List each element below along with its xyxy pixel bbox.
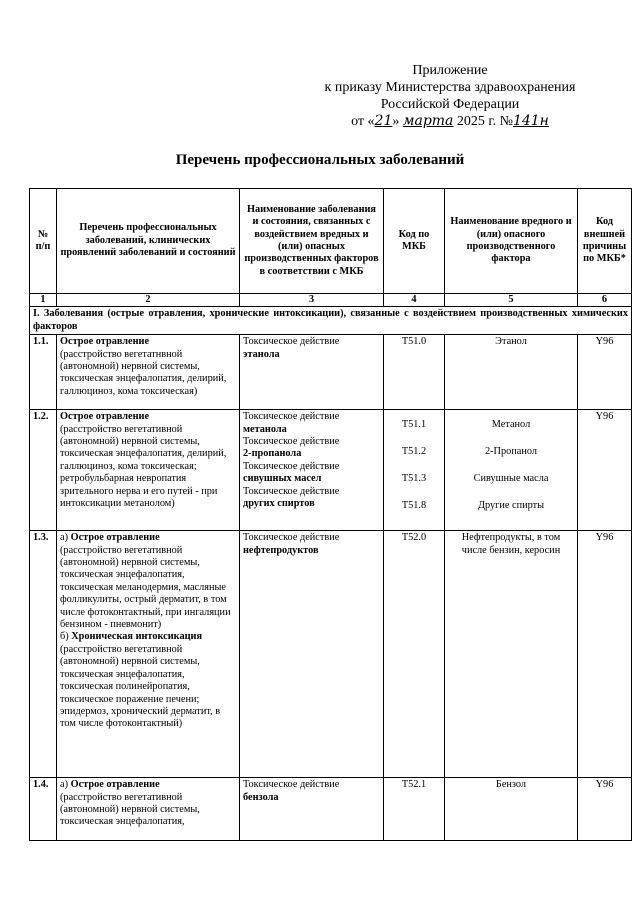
page-title: Перечень профессиональных заболеваний	[175, 152, 465, 168]
disease-title: Острое отравление	[60, 336, 150, 348]
header-cell-external-code: Код внешней причины по МКБ*	[578, 189, 632, 294]
column-number: 5	[445, 294, 578, 307]
column-number: 2	[57, 294, 240, 307]
icd-code-cell: Т52.0	[384, 531, 445, 778]
row-number: 1.2.	[30, 410, 57, 531]
disease-description: (расстройство вегетативной (автономной) нервной системы, токсическая энцефалопатия,	[60, 791, 200, 828]
header-cell-factor: Наименование вредного и (или) опасного производственного фактора	[445, 189, 578, 294]
section-row	[30, 307, 632, 335]
handwritten-day: 21	[374, 113, 393, 129]
factor-cell: Нефтепродукты, в том числе бензин, керосин	[445, 531, 578, 778]
disease-description: (расстройство вегетативной (автономной) нервной системы, токсическая энцефалопатия, делирий, галлюциноз, кома токсическая; ретробульбарная невропатия зрительного нерва и его путей - при интоксикации метанолом)	[60, 423, 227, 510]
column-number: 1	[30, 294, 57, 307]
country-label: Российской Федерации	[380, 97, 520, 112]
disease-description: (расстройство вегетатнвной (автономной) нервной системы, токсическая энцефалопатия, делирий, галлюциноз, кома токсическая)	[60, 348, 227, 397]
header-cell-icd-name: Наименование заболевания и состояния, связанных с воздействием вредных и (или) опасных производственных факторов в соответствии с МКБ	[240, 189, 384, 294]
disease-title-b: Хроническая интоксикация	[71, 631, 203, 643]
factor-cell: Метанол 2-Пропанол Сивушные масла Другие спирты	[445, 410, 578, 531]
external-code-cell: Y96	[578, 335, 632, 410]
disease-cell	[57, 410, 240, 531]
column-number: 3	[240, 294, 384, 307]
order-reference: к приказу Министерства здравоохранения	[324, 80, 576, 95]
icd-name-cell: Токсическое действие бензола	[240, 778, 384, 841]
column-number: 4	[384, 294, 445, 307]
row-number: 1.4.	[30, 778, 57, 841]
order-date-line: от «21» марта 2025 г. №141н	[351, 113, 549, 129]
column-number-row	[30, 294, 632, 307]
column-number: 6	[578, 294, 632, 307]
header-cell-diseases: Перечень профессиональных заболеваний, клинических проявлений заболеваний и состояний	[57, 189, 240, 294]
disease-description-b: (расстройство вегетативной (автономной) нервной системы, токсическая энцефалопатия, токсическая полинейропатия, токсическое поражение печени; эпидермоз, хронический дерматит, в том числе фотоконтактный)	[60, 643, 221, 730]
disease-cell: а) Острое отравление (расстройство вегетативной (автономной) нервной системы, токсическая энцефалопатия, токсическая меланодермия, масляные фолликулиты, острый дерматит, в том числе фотоконтактный, при ингаляции бензином - пневмонит) б) Хроническая интоксикация (расстройство вегетативной (автономной) нервной системы, токсическая энцефалопатия, токсическая полинейропатия, токсическое поражение печени; эпидермоз, хронический дерматит, в том числе фотоконтактный)	[57, 531, 240, 778]
icd-name-cell: Токсическое действие этанола	[240, 335, 384, 410]
disease-description: (расстройство вегетативной (автономной) нервной системы, токсическая энцефалопатия, токсическая меланодермия, масляные фолликулиты, острый дерматит, в том числе фотоконтактный, при ингаляции бензином - пневмонит)	[60, 544, 231, 631]
icd-code-cell: Т52.1	[384, 778, 445, 841]
external-code-cell: Y96	[578, 410, 632, 531]
section-title: I. Заболевания (острые отравления, хронические интоксикации), связанные с воздействием производственных химических факторов	[30, 307, 632, 335]
disease-title: Острое отравление	[70, 779, 160, 791]
table-row	[30, 778, 632, 841]
table-row	[30, 531, 632, 778]
row-number: 1.3.	[30, 531, 57, 778]
disease-title: Острое отравление	[70, 532, 160, 544]
icd-name-cell: Токсическое действие метанола Токсическое действие 2-пропанола Токсическое действие сивушных масел Токсическое действие других спиртов	[240, 410, 384, 531]
icd-code-cell: Т51.1 Т51.2 Т51.3 Т51.8	[384, 410, 445, 531]
handwritten-month: марта	[402, 113, 454, 129]
header-cell-num: № п/п	[30, 189, 57, 294]
header-cell-icd-code: Код по МКБ	[384, 189, 445, 294]
factor-cell: Бензол	[445, 778, 578, 841]
external-code-cell: Y96	[578, 778, 632, 841]
icd-name-cell: Токсическое действие нефтепродуктов	[240, 531, 384, 778]
table-header-row	[30, 189, 632, 294]
disease-cell	[57, 335, 240, 410]
table-row	[30, 410, 632, 531]
appendix-label: Приложение	[412, 63, 488, 78]
handwritten-number: 141н	[512, 113, 549, 129]
table-row	[30, 335, 632, 410]
icd-code-cell: Т51.0	[384, 335, 445, 410]
factor-cell: Этанол	[445, 335, 578, 410]
diseases-table	[29, 188, 632, 841]
document-header	[300, 62, 600, 130]
row-number: 1.1.	[30, 335, 57, 410]
external-code-cell: Y96	[578, 531, 632, 778]
disease-title: Острое отравление	[60, 411, 150, 423]
disease-cell: а) Острое отравление (расстройство вегетативной (автономной) нервной системы, токсическая энцефалопатия,	[57, 778, 240, 841]
